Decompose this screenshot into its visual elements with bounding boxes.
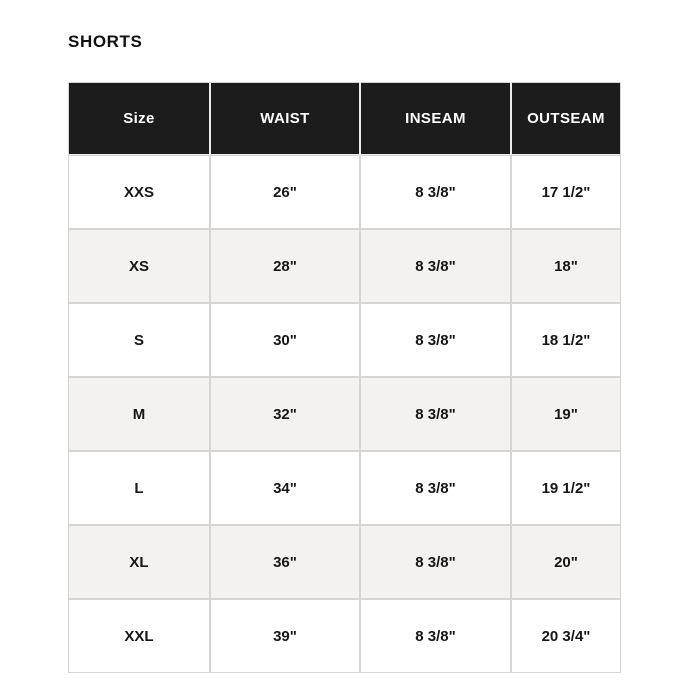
measurement-cell: 39" — [210, 599, 360, 673]
measurement-cell: 18 1/2" — [511, 303, 621, 377]
size-cell: M — [68, 377, 210, 451]
measurement-cell: 8 3/8" — [360, 599, 511, 673]
table-row — [68, 525, 621, 599]
measurement-cell: 26" — [210, 155, 360, 229]
size-chart-table — [68, 82, 621, 673]
measurement-cell: 8 3/8" — [360, 377, 511, 451]
page-title: SHORTS — [68, 32, 143, 51]
size-cell: S — [68, 303, 210, 377]
measurement-cell: 17 1/2" — [511, 155, 621, 229]
size-cell: XL — [68, 525, 210, 599]
table-row — [68, 303, 621, 377]
measurement-cell: 8 3/8" — [360, 229, 511, 303]
measurement-cell: 19" — [511, 377, 621, 451]
column-header-outseam: OUTSEAM — [511, 82, 621, 155]
column-header-size: Size — [68, 82, 210, 155]
table-row — [68, 451, 621, 525]
table-row — [68, 377, 621, 451]
table-row — [68, 155, 621, 229]
size-cell: XXL — [68, 599, 210, 673]
column-header-inseam: INSEAM — [360, 82, 511, 155]
table-header — [68, 82, 621, 155]
measurement-cell: 34" — [210, 451, 360, 525]
measurement-cell: 8 3/8" — [360, 155, 511, 229]
measurement-cell: 20" — [511, 525, 621, 599]
measurement-cell: 8 3/8" — [360, 525, 511, 599]
column-header-waist: WAIST — [210, 82, 360, 155]
measurement-cell: 36" — [210, 525, 360, 599]
table-body — [68, 155, 621, 673]
measurement-cell: 30" — [210, 303, 360, 377]
size-cell: XXS — [68, 155, 210, 229]
measurement-cell: 28" — [210, 229, 360, 303]
measurement-cell: 8 3/8" — [360, 451, 511, 525]
measurement-cell: 20 3/4" — [511, 599, 621, 673]
size-cell: XS — [68, 229, 210, 303]
measurement-cell: 32" — [210, 377, 360, 451]
table-row — [68, 229, 621, 303]
size-cell: L — [68, 451, 210, 525]
measurement-cell: 18" — [511, 229, 621, 303]
header-row — [68, 82, 621, 155]
table-row — [68, 599, 621, 673]
measurement-cell: 19 1/2" — [511, 451, 621, 525]
measurement-cell: 8 3/8" — [360, 303, 511, 377]
